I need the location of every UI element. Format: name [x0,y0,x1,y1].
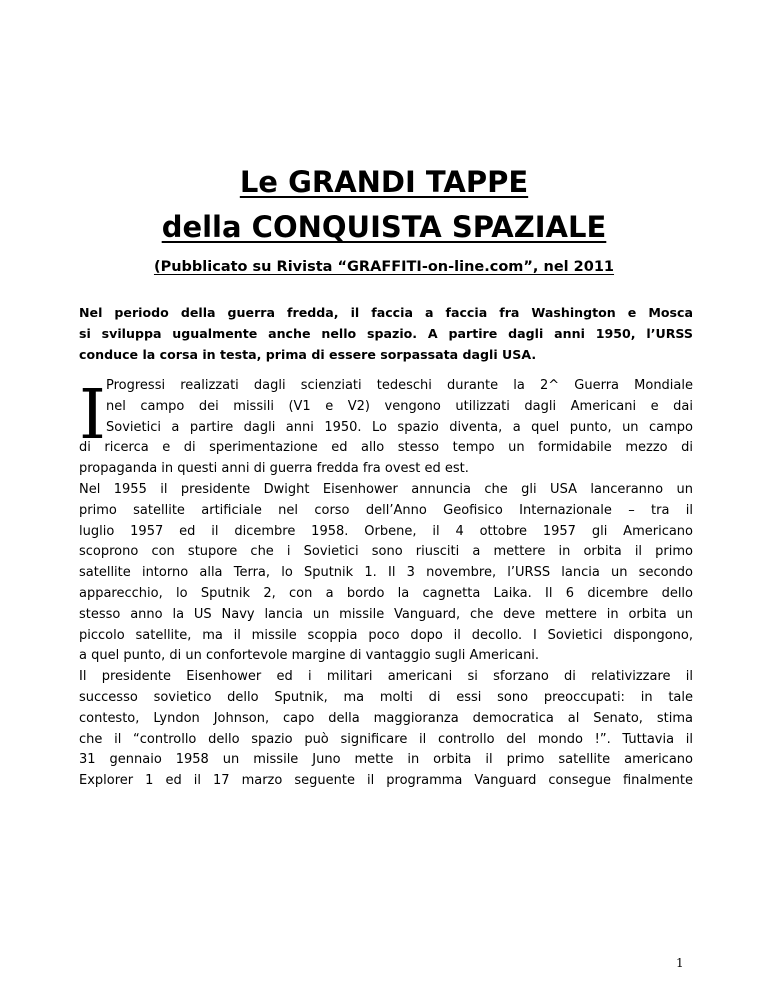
body-line: propaganda in questi anni di guerra fredda fra ovest ed est. [79,461,469,477]
body-line: successo sovietico dello Sputnik, ma molti di essi sono preoccupati: in tale [79,689,693,705]
subtitle: (Pubblicato su Rivista “GRAFFITI-on-line.com”, nel 2011 [153,259,615,275]
intro-line: si sviluppa ugualmente anche nello spazio. A partire dagli anni 1950, l’URSS [79,326,693,341]
body-line: di ricerca e di sperimentazione ed allo stesso tempo un formidabile mezzo di [79,440,693,456]
body-text [79,376,693,792]
body-line: luglio 1957 ed il dicembre 1958. Orbene, il 4 ottobre 1957 gli Americano [79,523,693,539]
page-number: 1 [676,956,684,970]
intro-line: Nel periodo della guerra fredda, il faccia a faccia fra Washington e Mosca [79,305,693,320]
title-line-2: della CONQUISTA SPAZIALE [161,210,607,244]
body-line: Explorer 1 ed il 17 marzo seguente il programma Vanguard consegue finalmente [79,773,693,789]
body-line: Nel 1955 il presidente Dwight Eisenhower annuncia che gli USA lanceranno un [79,481,693,497]
body-line: stesso anno la US Navy lancia un missile Vanguard, che deve mettere in orbita un [79,606,693,622]
drop-cap: I [79,376,106,455]
body-line: piccolo satellite, ma il missile scoppia poco dopo il decollo. I Sovietici dispongono, [79,627,693,643]
body-line: primo satellite artificiale nel corso dell’Anno Geofisico Internazionale – tra il [79,502,693,518]
body-line: scoprono con stupore che i Sovietici sono riusciti a mettere in orbita il primo [79,544,693,560]
body-line: Sovietici a partire dagli anni 1950. Lo spazio diventa, a quel punto, un campo [106,419,693,435]
body-line: che il “controllo dello spazio può significare il controllo del mondo !”. Tuttavia il [79,731,693,747]
body-line: contesto, Lyndon Johnson, capo della maggioranza democratica al Senato, stima [79,710,693,726]
title-line-1: Le GRANDI TAPPE [239,165,529,199]
body-line: 31 gennaio 1958 un missile Juno mette in orbita il primo satellite americano [79,752,693,768]
intro-paragraph [79,302,693,365]
body-line: apparecchio, lo Sputnik 2, con a bordo la cagnetta Laika. Il 6 dicembre dello [79,585,693,601]
body-line: a quel punto, di un confortevole margine di vantaggio sugli Americani. [79,648,540,664]
body-line: satellite intorno alla Terra, lo Sputnik 1. Il 3 novembre, l’URSS lancia un secondo [79,565,693,581]
body-line: Progressi realizzati dagli scienziati tedeschi durante la 2^ Guerra Mondiale [106,378,693,393]
intro-line: conduce la corsa in testa, prima di essere sorpassata dagli USA. [79,347,537,362]
body-line: nel campo dei missili (V1 e V2) vengono utilizzati dagli Americani e dai [106,398,693,414]
body-line: Il presidente Eisenhower ed i militari americani si sforzano di relativizzare il [79,669,693,685]
